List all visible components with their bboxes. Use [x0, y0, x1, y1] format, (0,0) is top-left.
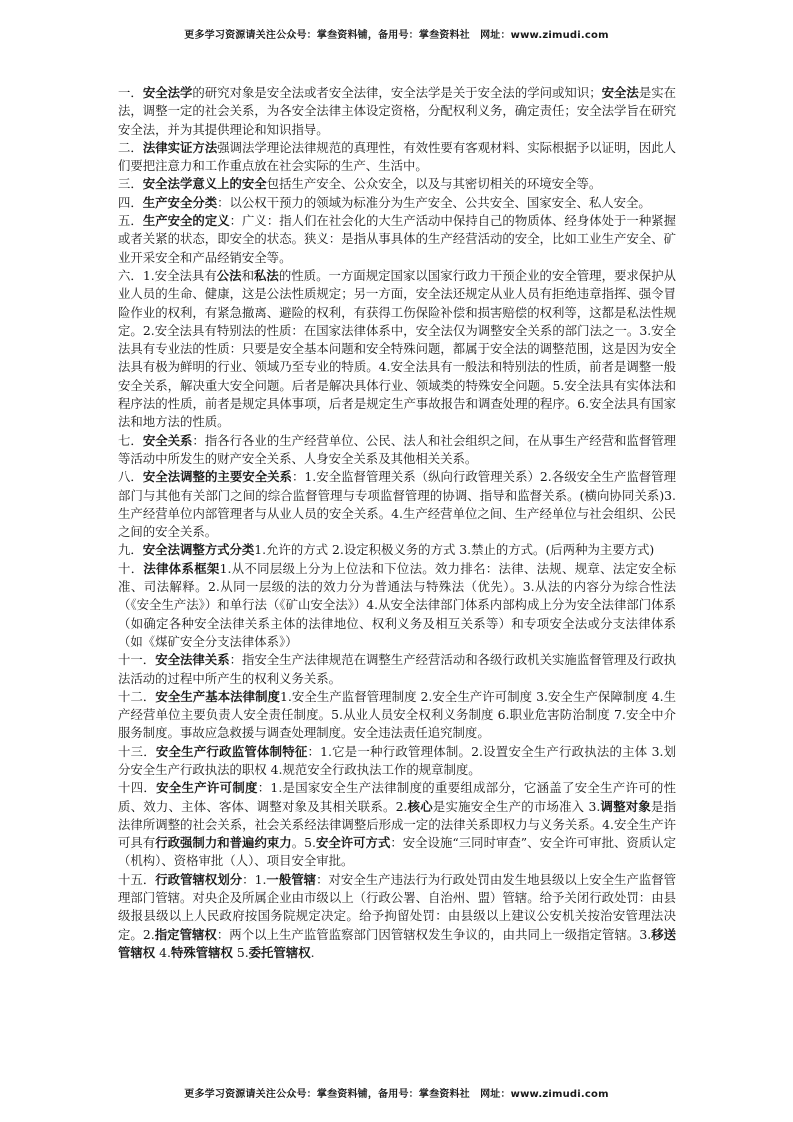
bold-term: 私法	[254, 267, 279, 283]
bold-term: 安全法学	[142, 85, 193, 100]
bold-term: 安全生产许可制度	[156, 780, 258, 796]
paragraph	[118, 871, 676, 962]
document-body	[118, 84, 676, 962]
text-run: ：两个以上生产监管监察部门因管辖权发生争议的，由共同上一级指定管辖。3.	[216, 926, 652, 942]
text-run: 和	[241, 267, 254, 283]
text-run: ：广义：指人们在社会化的大生产活动中保持自己的物质体、经身体处于一种紧握或者关紧的状态，即安全的状态。狭义：是指从事具体的生产经营活动的安全，比如工业生产安全、矿业开采安全和产品经销安全等。	[118, 213, 677, 265]
bold-term: 移送管辖权	[118, 926, 677, 960]
bold-term: 法律实证方法	[142, 139, 218, 155]
text-run: 1.安全生产监督管理制度 2.安全生产许可制度 3.安全生产保障制度 4.生产经营单位主要负责人安全责任制度。5.从业人员安全权利义务制度 6.职业危害防治制度 7.安全中介服务制度。事故应急救援与调查处理制度。安全违法责任追究制度。	[118, 688, 677, 741]
bold-term: 行政强制力和普遍约束力	[155, 835, 292, 851]
bold-term: 特殊管辖权	[170, 944, 233, 960]
text-run: ：指安全生产法律规范在调整生产经营活动和各级行政机关实施监督管理及行政执法活动的过程中所产生的权利义务关系。	[118, 652, 677, 686]
bold-term: 安全许可方式	[315, 835, 391, 851]
paragraph	[118, 468, 676, 541]
text-run: 三．	[118, 176, 143, 192]
bold-term: 安全关系	[142, 432, 193, 448]
paragraph	[118, 432, 676, 469]
bold-term: 核心	[407, 798, 433, 814]
paragraph	[118, 688, 676, 743]
bold-term: 安全生产基本法律制度	[155, 688, 281, 704]
text-run: 包括生产安全、公众安全，以及与其密切相关的环境安全等。	[266, 176, 602, 192]
text-run: 七．	[118, 432, 143, 448]
bold-term: 安全法律关系	[155, 652, 230, 668]
text-run: 是实施安全生产的市场准入 3.	[432, 798, 601, 814]
bold-term: 安全法	[601, 85, 639, 100]
bold-term: 调整对象	[600, 798, 651, 814]
text-run: 1.允许的方式 2.设定积极义务的方式 3.禁止的方式。(后两种为主要方式)	[254, 542, 655, 558]
paragraph	[118, 175, 676, 193]
text-run: 十一．	[118, 652, 156, 668]
text-run: 一．	[118, 85, 143, 100]
bold-term: 委托管辖权	[248, 944, 311, 960]
text-run: 四．	[118, 194, 143, 210]
text-run: .	[310, 944, 315, 960]
paragraph	[118, 212, 676, 267]
text-run: 十四．	[118, 780, 157, 796]
page-header: 更多学习资源请关注公众号：掌叁资料铺，备用号：掌叁资料社 网址：www.zimudi.com	[184, 30, 609, 41]
text-run: 5.	[232, 944, 249, 960]
paragraph	[118, 139, 676, 176]
text-run: 八．	[118, 469, 143, 485]
bold-term: 一般管辖	[266, 871, 317, 887]
text-run: ：指各行各业的生产经营单位、公民、法人和社会组织之间，在从事生产经营和监督管理等活动中所发生的财产安全关系、人身安全关系及其他相关关系。	[118, 432, 677, 466]
text-run: ：对安全生产违法行为行政处罚由发生地县级以上安全生产监督管理部门管辖。对央企及所属企业由市级以上（行政公署、自治州、盟）管辖。给予关闭行政处罚：由县级报县级以上人民政府按国务院规定决定。给予拘留处罚：由县级以上建议公安机关按治安管理法决定。2.	[118, 871, 677, 942]
paragraph	[118, 267, 676, 432]
text-run: ：以公权干预力的领域为标准分为生产安全、公共安全、国家安全、私人安全。	[217, 194, 651, 210]
text-run: 4.	[155, 944, 171, 960]
text-run: ：1.是国家安全生产法律制度的重要组成部分，它涵盖了安全生产许可的性质、效力、主体、客体、调整对象及其相关联系。2.	[118, 780, 677, 814]
text-run: ：安全设施“三同时审查”、安全许可审批、资质认定（机构）、资格审批（人）、项目安全审批。	[118, 835, 676, 869]
bold-term: 指定管辖权	[154, 926, 217, 942]
bold-term: 安全法调整的主要安全关系	[142, 469, 292, 485]
page-footer: 更多学习资源请关注公众号：掌叁资料铺，备用号：掌叁资料社 网址：www.zimudi.com	[184, 1089, 609, 1100]
paragraph	[118, 651, 676, 688]
bold-term: 安全生产行政监管体制特征	[155, 743, 308, 759]
bold-term: 生产安全的定义	[142, 213, 230, 229]
text-run: 的研究对象是安全法或者安全法律，安全法学是关于安全法的学问或知识；	[192, 85, 602, 100]
bold-term: 法律体系框架	[143, 560, 220, 576]
text-run: 十二．	[118, 688, 156, 704]
text-run: ：1.它是一种行政管理体制。2.设置安全生产行政执法的主体 3.划分安全生产行政执法的职权 4.规范安全行政执法工作的规章制度。	[118, 743, 677, 777]
bold-term: 安全法调整方式分类	[142, 542, 255, 558]
text-run: 五．	[118, 213, 143, 229]
text-run: ：1.安全监督管理关系（纵向行政管理关系）2.各级安全生产监督管理部门与其他有关部门之间的综合监督管理与专项监督管理的协调、指导和监督关系。(横向协同关系)3.生产经营单位内部管理者与从业人员的安全关系。4.生产经营单位之间、生产经单位与社会组织、公民之间的安全关系。	[118, 469, 676, 540]
paragraph	[118, 779, 676, 870]
bold-term: 公法	[216, 267, 242, 283]
text-run: 是指法律所调整的社会关系，社会关系经法律调整后形成一定的法律关系即权力与义务关系。4.安全生产许可具有	[118, 798, 677, 851]
bold-term: 生产安全分类	[142, 194, 218, 210]
paragraph	[118, 194, 676, 212]
text-run: ：1.	[242, 871, 267, 887]
paragraph	[118, 541, 676, 559]
paragraph	[118, 743, 676, 780]
text-run: 九．	[118, 542, 143, 558]
text-run: 十五．	[118, 871, 156, 887]
bold-term: 安全法学意义上的安全	[142, 176, 267, 192]
bold-term: 行政管辖权划分	[155, 871, 243, 887]
text-run: 二．	[118, 139, 143, 155]
text-run: 六．1.安全法具有	[118, 267, 217, 283]
paragraph	[118, 84, 676, 139]
text-run: 强调法学理论法律规范的真理性，有效性要有客观材料、实际根据予以证明，因此人们要把注意力和工作重点放在社会实际的生产、生活中。	[118, 139, 677, 174]
text-run: 是实在法，调整一定的社会关系，为各安全法律主体设定资格，分配权利义务，确定责任；安全法学旨在研究安全法，并为其提供理论和知识指导。	[118, 85, 677, 137]
text-run: 的性质。一方面规定国家以国家行政力干预企业的安全管理，要求保护从业人员的生命、健康，这是公法性质规定；另一方面，安全法还规定从业人员有拒绝违章指挥、强令冒险作业的权利，有紧急撤离、避险的权利，有获得工伤保险补偿和损害赔偿的权利等，这都是私法性规定。2.安全法具有特别法的性质：在国家法律体系中，安全法仅为调整安全关系的部门法之一。3.安全法具有专业法的性质：只要是安全基本问题和安全特殊问题，都属于安全法的调整范围，这是因为安全法具有极为鲜明的行业、领域乃至专业的特质。4.安全法具有一般法和特别法的性质，前者是调整一般安全关系，解决重大安全问题。后者是解决具体行业、领域类的特殊安全问题。5.安全法具有实体法和程序法的性质，前者是规定具体事项，后者是规定生产事故报告和调查处理的程序。6.安全法具有国家法和地方法的性质。	[118, 267, 677, 430]
text-run: 十三．	[118, 743, 156, 759]
text-run: 十．	[118, 560, 144, 576]
text-run: 。5.	[291, 835, 316, 851]
text-run: 1.从不同层级上分为上位法和下位法。效力排名：法律、法规、规章、法定安全标准、司法解释。2.从同一层级的法的效力分为普通法与特殊法（优先）。3.从法的内容分为综合性法（《安全生产法》）和单行法（《矿山安全法》）4.从安全法律部门体系内部构成上分为安全法律部门体系（如确定各种安全法律关系主体的法律地位、权利义务及相互关系等）和专项安全法或分支法律体系（如《煤矿安全分支法律体系》）	[118, 560, 677, 649]
paragraph	[118, 560, 676, 651]
